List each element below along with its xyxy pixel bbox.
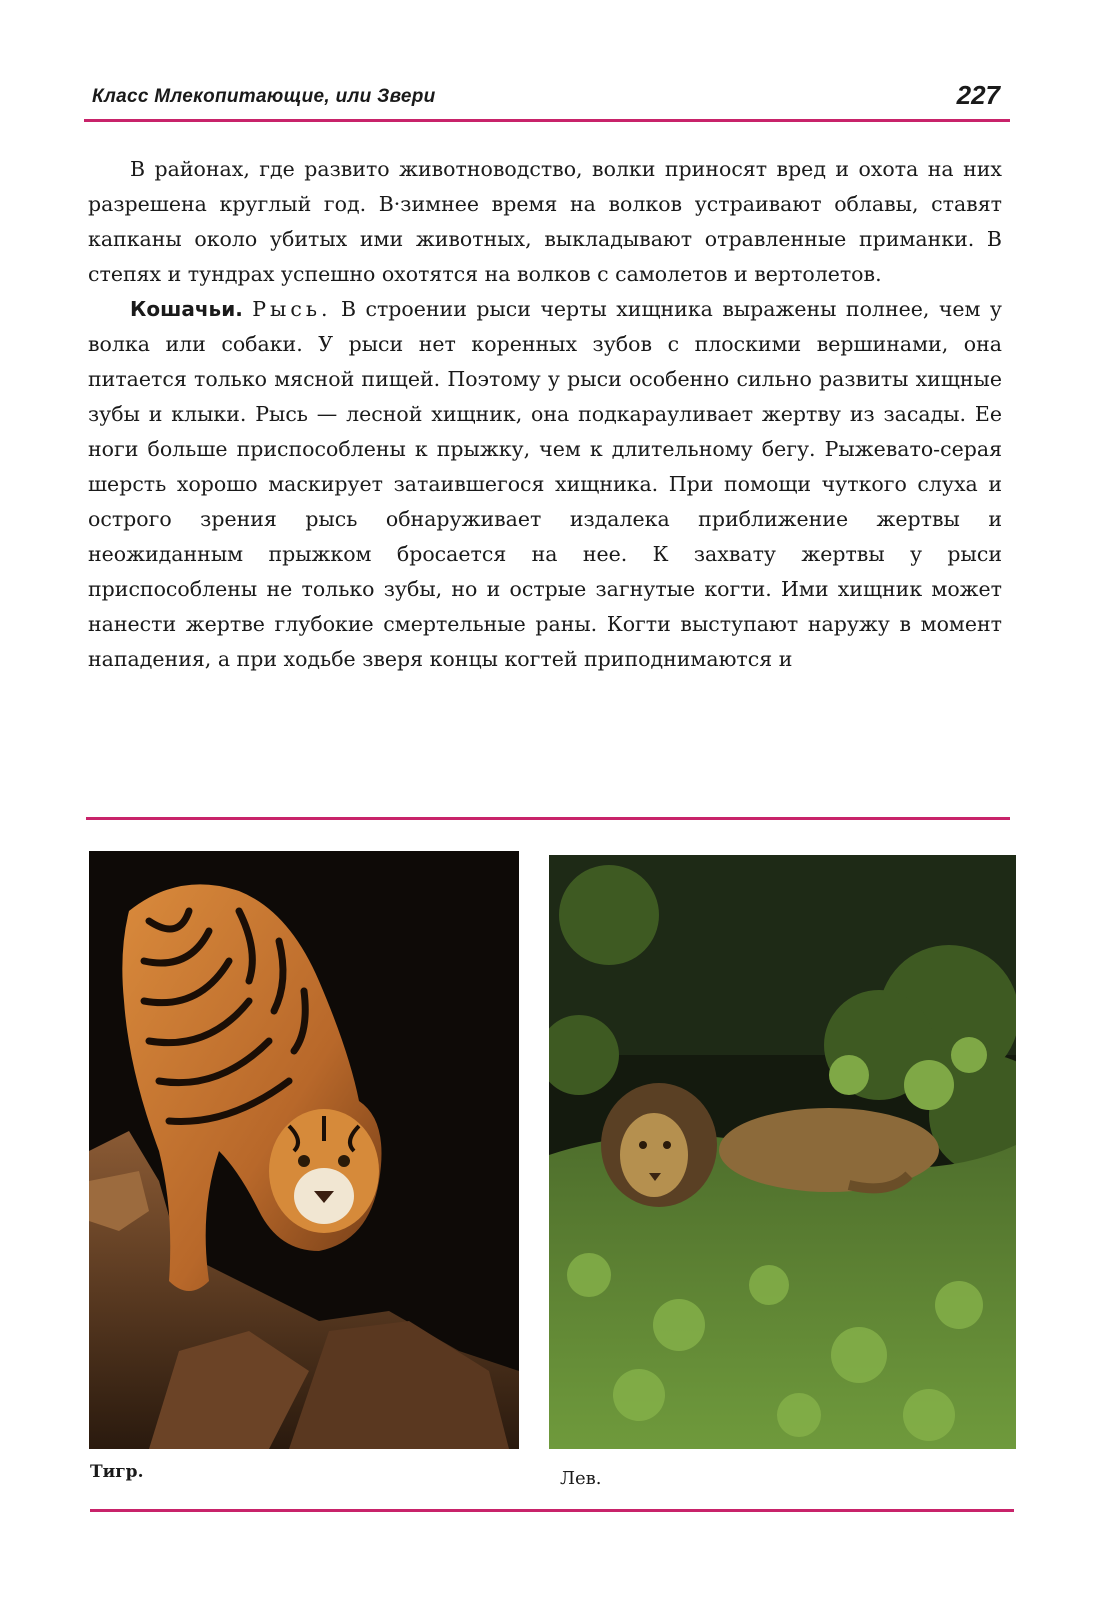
body-text xyxy=(88,152,1002,677)
chapter-title: Класс Млекопитающие, или Звери xyxy=(92,86,436,107)
tiger-photo xyxy=(89,851,519,1449)
running-head xyxy=(88,80,1006,116)
figure-top-rule xyxy=(86,817,1010,820)
term-lynx: Рысь. xyxy=(252,297,332,321)
lion-caption: Лев. xyxy=(560,1468,602,1489)
header-rule xyxy=(84,119,1010,122)
lion-illustration xyxy=(549,855,1016,1449)
paragraph-felines-text: В строении рыси черты хищника выражены полнее, чем у волка или собаки. У рыси нет коренных зубов с плоскими вершинами, она питается только мясной пищей. Поэтому у рыси особенно сильно развиты хищные зубы и клыки. Рысь — лесной хищник, она подкарауливает жертву из засады. Ее ноги больше приспособлены к прыжку, чем к длительному бегу. Рыжевато-серая шерсть хорошо маскирует затаившегося хищника. При помощи чуткого слуха и острого зрения рысь обнаруживает издалека приближение жертвы и неожиданным прыжком бросается на нее. К захвату жертвы у рыси приспособлены не только зубы, но и острые загнутые когти. Ими хищник может нанести жертве глубокие смертельные раны. Когти выступают наружу в момент нападения, а при ходьбе зверя концы когтей приподнимаются и xyxy=(88,297,1002,671)
paragraph-wolves: В районах, где развито животноводство, волки приносят вред и охота на них разрешена круглый год. В·зимнее время на волков устраивают облавы, ставят капканы около убитых ими животных, выкладывают отравленные приманки. В степях и тундрах успешно охотятся на волков с самолетов и вертолетов. xyxy=(88,157,1002,286)
page-number: 227 xyxy=(956,80,1000,110)
tiger-caption: Тигр. xyxy=(90,1462,144,1482)
tiger-illustration xyxy=(89,851,519,1449)
lion-photo xyxy=(549,855,1016,1449)
paragraph-felines xyxy=(88,292,1002,677)
section-lead: Кошачьи. xyxy=(130,297,243,321)
footer-rule xyxy=(90,1509,1014,1512)
